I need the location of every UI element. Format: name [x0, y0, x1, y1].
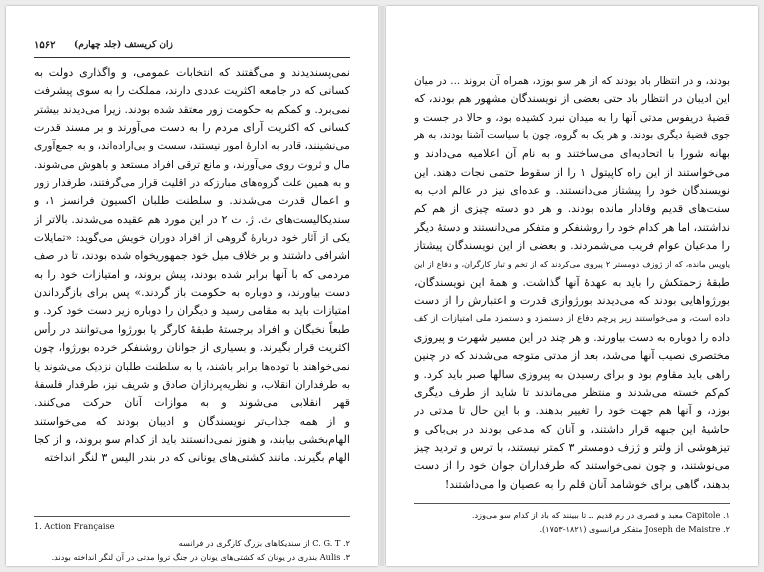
page-header — [34, 40, 350, 56]
text-line: سندیکالیست‌های ث. ژ. ت ۲ در این مورد هم عقیده می‌شدند. بالاتر از — [34, 212, 350, 226]
text-line: قضیهٔ دریفوس مدتی آنها را به میدان نبرد کشیده بود، و حالا در جست و — [414, 111, 730, 124]
text-line: اشرافی داشتند و بر خلاف میل خود جمهوریخواه شده بودند، تا در صف — [34, 249, 350, 263]
text-line: دست بیاورند، و دوباره به حکومت باز گردند.» پس برای بازگرداندن — [34, 286, 350, 300]
footnote-rule — [34, 516, 350, 517]
text-line: جوی قضیهٔ دیگری بودند. و هر یک به گروه، چون با سیاست آشنا بودند، به هر — [414, 130, 730, 142]
text-line: امتیازات باید به مقامی رسید و دیگران را دوباره زیر دست خود کرد. و — [34, 304, 350, 318]
text-line: طبقهٔ زحمتکش را باید به عهدهٔ آنها گذاشت. و همهٔ این نویسندگان، — [414, 275, 730, 289]
left-page — [6, 6, 378, 566]
body-text — [414, 72, 730, 494]
text-line: راهی باید مقاوم بود و برای رسیدن به پیروزی سالها صبر باید کرد. و — [414, 367, 730, 381]
book-gutter — [380, 6, 384, 566]
footnote: 1. Action Française — [34, 521, 115, 531]
text-line: نمی‌خواهند با توده‌ها برابر باشند، یا به سلطنت طلبان نزدیک می‌شوند یا — [34, 360, 350, 373]
header-rule — [34, 57, 350, 58]
text-line: کم‌کم خسته می‌شدند و منتظر می‌ماندند تا شاید از طرف دیگری — [414, 385, 730, 399]
text-line: بهانه شورا با اتحادیه‌ای می‌ساختند و به نام آن اعلامیه می‌دادند و — [414, 147, 730, 161]
text-line: را مدعیان عوام فریب می‌شمردند. و بعضی از این نویسندگان پیشتاز — [414, 239, 730, 253]
text-line: یکی از آثار خود دربارهٔ گروهی از افراد دوران خویش می‌گوید: «تمایلات — [34, 232, 350, 245]
text-line: می‌نوشتند، و چون نمی‌خواستند که طرفداران جوان خود را از دست — [414, 459, 730, 473]
footnote: C. G. T .۲ از سندیکاهای بزرگ کارگری در فرانسه — [178, 538, 350, 548]
text-line: نمی‌پسندیدند و می‌گفتند که انتخابات عمومی، و واگذاری دولت به — [34, 66, 350, 79]
text-line: می‌خواستند از این راه کاپیتول ۱ را از سقوط حتمی نجات دهند. این — [414, 165, 730, 179]
text-line: قهر انقلابی می‌شوند و به موازات آنان حرکت می‌کنند. — [34, 396, 350, 410]
text-line: بدهند، گاهی برای خوشامد آنان قلم را به عصیان وا می‌داشتند! — [444, 477, 730, 491]
text-line: حاشیهٔ این جبهه قرار داشتند، و آنان که مدعی بودند در بی‌باکی و — [414, 422, 730, 436]
text-line: می‌نشینند، قادر به ادارهٔ امور نیستند، سست و بی‌اراده‌اند، و به جمع‌آوری — [34, 140, 350, 153]
footnote: ۲. Joseph de Maistre متفکر فرانسوی (۱۸۲۱-۱۷۵۳). — [539, 524, 730, 534]
text-line: کسانی که در جامعه اکثریت عددی دارند، مملکت را به سوی پیشرفت — [34, 84, 350, 98]
right-page — [386, 6, 758, 566]
running-title: زان کریستف (جلد چهارم) — [74, 40, 173, 50]
footnote: ۱. Capitole معبد و قصری در رم قدیم .ـ تا ببینند که باد از کدام سو می‌وزد. — [471, 510, 730, 520]
text-line: کسانی که اکثریت آرای مردم را به دست می‌آورند و بر مسند قدرت — [34, 121, 350, 135]
text-line: داده است، و می‌خواستند زیر پرچم دفاع از دستمزد و دستمزد ملی امتیازات از کف — [414, 314, 730, 325]
text-line: بوزد، و آنها هم جهت خود را تغییر بدهند. و با این حال تا مدتی در — [414, 404, 730, 418]
text-line: نمی‌برد. و کمکم به حکومت زور معتقد شده بودند. زیرا می‌دیدند بیشتر — [34, 102, 350, 116]
text-line: به طرفداران انقلاب، و نظریه‌پردازان صادق و شریف نیز، طرفدار فلسفهٔ — [34, 378, 350, 391]
text-line: تیزهوشی از ولتر و ژزف دومستر ۳ کمتر نیستند، با ترس و تردید چیز — [414, 440, 730, 454]
text-line: سنت‌های قدیم وفادار مانده بودند. و هر دو دسته چیزی از هم کم — [414, 202, 730, 216]
text-line: مختصری نصیب آنها می‌شد، بعد از مدتی متوجه می‌شدند که در چنین — [414, 349, 730, 363]
text-line: و اعمال قدرت می‌شدند. و سلطنت طلبان اکسیون فرانسز ۱، و — [34, 194, 350, 208]
text-line: و از همه جذاب‌تر نویسندگان و ادیبان بودند که می‌خواستند — [34, 414, 350, 428]
text-line: بورژواهایی بودند که می‌دیدند بورژوازی قدرت و اعتبارش را از دست — [414, 294, 730, 308]
text-line: مال و ثروت روی می‌آورند، و مانع ترقی افراد مستعد و باهوش می‌شوند. — [34, 158, 350, 171]
text-line: داده را دوباره به دست بیاورند. و هر چند در این مسیر شهرت و پیروزی — [414, 330, 730, 344]
body-text — [34, 64, 350, 468]
page-number: ۱۵۶۲ — [34, 40, 56, 51]
text-line: نویسندگان خود را پیشتاز می‌دانستند. و عده‌ای نیز در عالم ادب به — [414, 184, 730, 198]
text-line: طبعاً نخبگان و افراد برجستهٔ طبقهٔ کارگر یا بورژوا می‌توانند در رأس — [34, 322, 350, 336]
text-line: بودند، و در انتظار باد بودند که از هر سو بوزد، همراه آن بروند ... در میان — [414, 75, 730, 87]
text-line: الهام بگیرند. مانند کشتی‌های یونانی که در بندر الیس ۳ لنگر انداخته — [44, 451, 350, 465]
text-line: الهام‌بخشی بیابند، و هنوز نمی‌دانستند باید از کدام سو بروند، و از کجا — [34, 432, 350, 446]
text-line: اکثریت قرار بگیرند. و بسیاری از جوانان روشنفکر خرده بورژوا، چون — [34, 341, 350, 355]
footnote: Aulis .۳ بندری در یونان که کشتی‌های یونان در جنگ تروا مدتی در آن لنگر انداخته بودند. — [51, 552, 350, 562]
text-line: و به همین علت گروه‌های مبارزکه در اقلیت قرار می‌گرفتند، طرفدار زور — [34, 177, 350, 190]
text-line: یاوپس مانده، که از ژوزف دومستر ۲ پیروی می‌کردند که از تخم و تبار کارگران، و دفاع از این — [414, 259, 730, 270]
text-line: نداشتند، اما هر کدام خود را روشنفکر و متفکر می‌دانستند و دستهٔ دیگر — [414, 220, 730, 234]
footnote-rule — [414, 503, 730, 504]
text-line: این ادیبان در انتظار باد حتی بعضی از نویسندگان مشهور هم بودند، که — [414, 92, 730, 106]
text-line: مردمی که با آنها برابر شده بودند، پیش بروند، و امتیازات خود را به — [34, 267, 350, 281]
